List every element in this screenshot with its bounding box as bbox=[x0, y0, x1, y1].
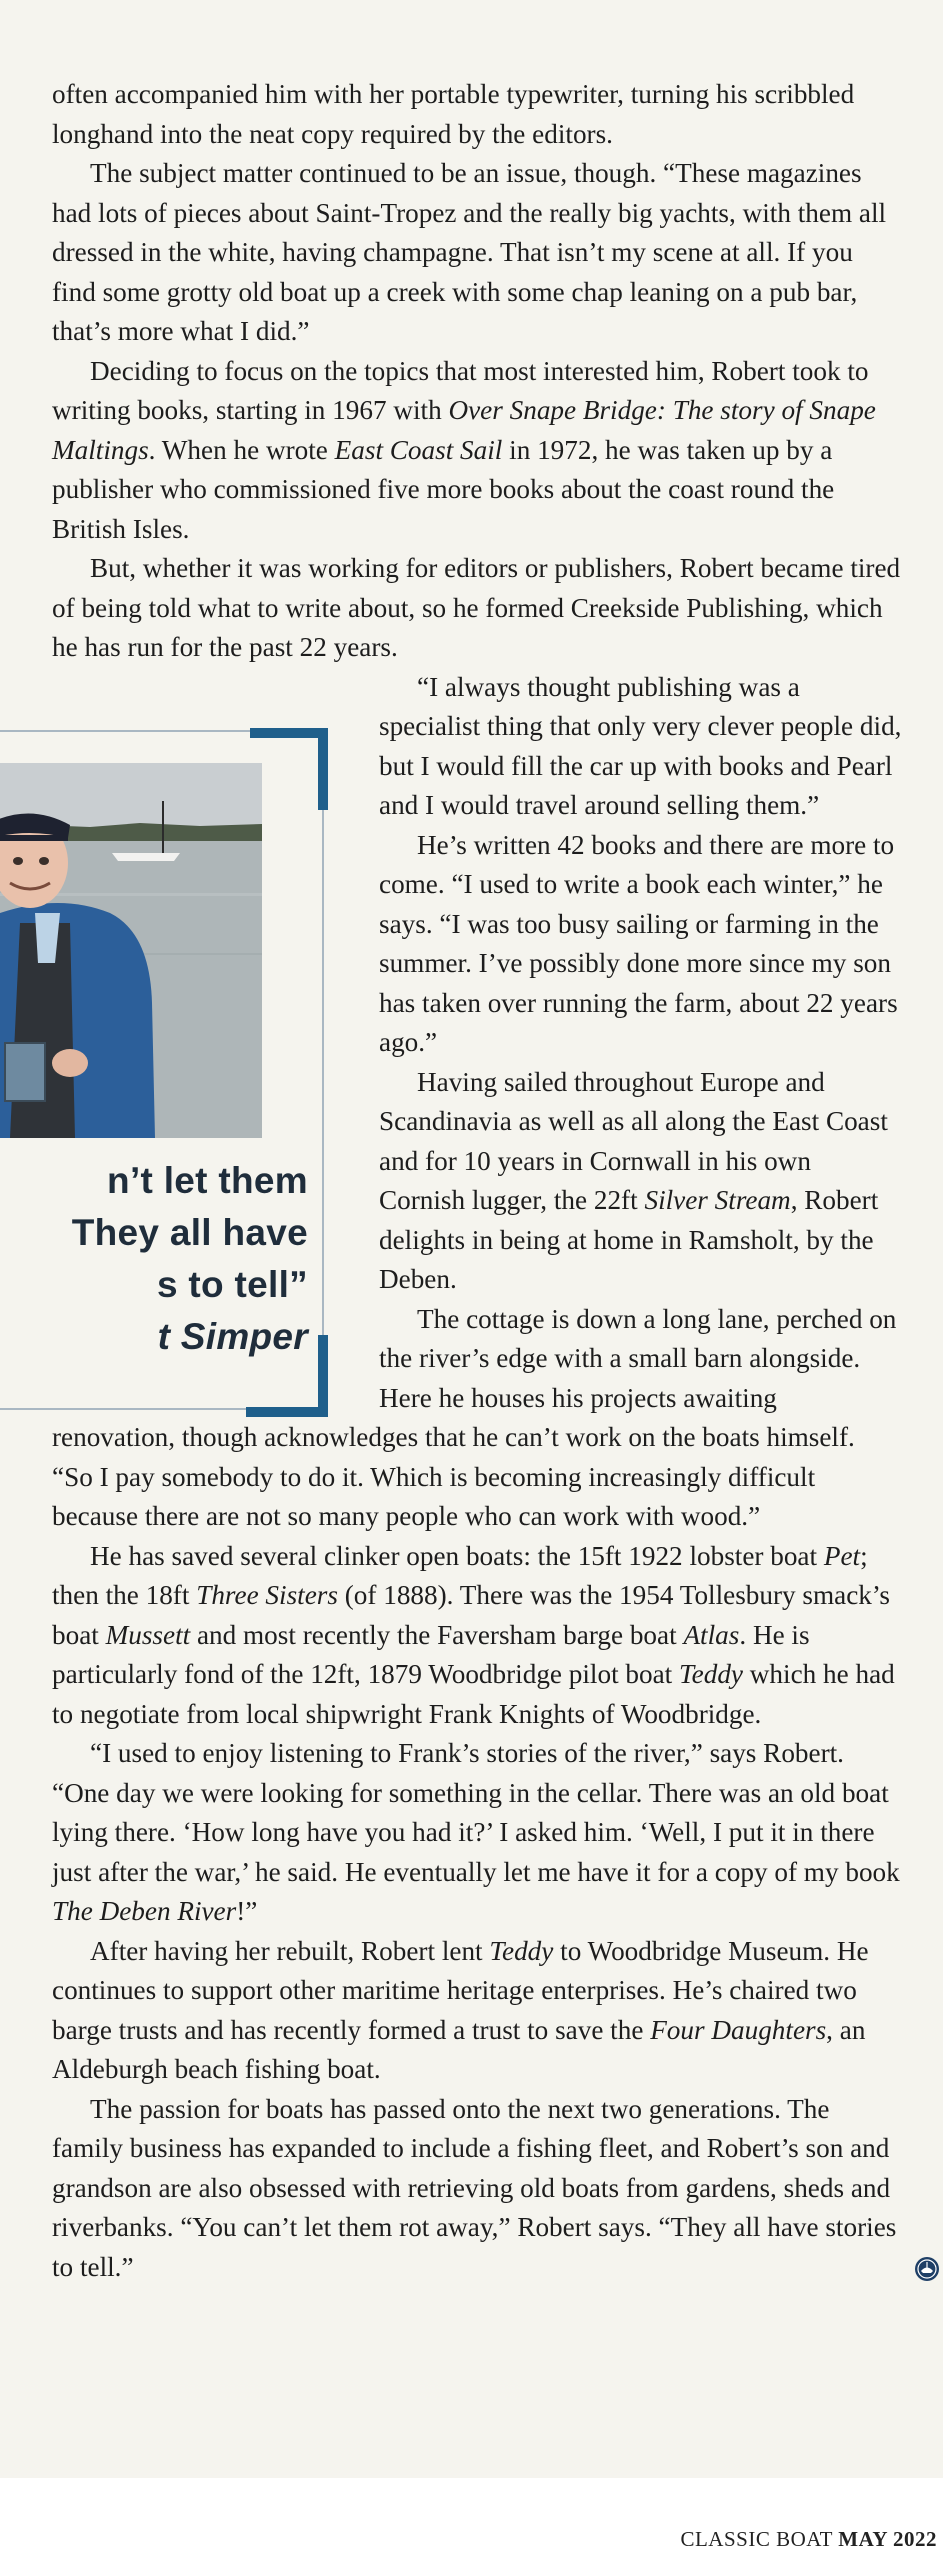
paragraph-text: The passion for boats has passed onto the next two generations. The family business has expanded to include a fishing fleet, and Robert’s son and grandson are also obsessed with retrieving old boats from gardens, sheds and riverbanks. “You can’t let them rot away,” Robert says. “They all have stories to tell.” bbox=[52, 2093, 897, 2282]
article-paragraph bbox=[52, 2090, 902, 2288]
paragraph-text: The subject matter continued to be an issue, though. “These magazines had lots of pieces about Saint-Tropez and the really big yachts, with them all dressed in the white, having champagne. That isn’t my scene at all. If you find some grotty old boat up a creek with some chap leaning on a pub bar, that’s more what I did.” bbox=[52, 158, 887, 346]
pull-quote-line: They all have bbox=[71, 1212, 308, 1253]
paragraph-text: !” bbox=[236, 1896, 258, 1926]
paragraph-text: in 1972, he was taken up by a publisher who commissioned five more books about the coast round the British Isles. bbox=[52, 434, 835, 544]
paragraph-text: Deciding to focus on the topics that most interested him, Robert took to writing books, starting in 1967 with bbox=[52, 355, 869, 425]
paragraph-text: to Woodbridge Museum. He continues to support other maritime heritage enterprises. He’s chaired two barge trusts and has recently formed a trust to save the bbox=[52, 1935, 869, 2045]
footer-issue-date: MAY 2022 bbox=[838, 2527, 937, 2551]
article-paragraph bbox=[52, 154, 902, 352]
italic-title: Silver Stream bbox=[644, 1185, 791, 1215]
paragraph-text: (of 1888). There was the 1954 Tollesbury smack’s boat bbox=[52, 1580, 891, 1650]
paragraph-text: But, whether it was working for editors or publishers, Robert became tired of being told what to write about, so he formed Creekside Publishing, which he has run for the past 22 years. bbox=[52, 553, 901, 662]
paragraph-text: The cottage is down a long lane, perched on the river’s edge with a small barn alongside. Here he houses his projects awaiting renovation, though acknowledges that he can’t work on the boats himself. “So I pay somebody to do it. Which is becoming increasingly difficult because there are not so many people who can work with wood.” bbox=[52, 1303, 897, 1531]
footer-magazine-name: CLASSIC BOAT bbox=[680, 2527, 833, 2551]
paragraph-text: “I used to enjoy listening to Frank’s stories of the river,” says Robert. “One day we were looking for something in the cellar. There was an old boat lying there. ‘How long have you had it?’ I asked him. ‘Well, I put it in there just after the war,’ he said. He eventually let me have it for a copy of my book bbox=[52, 1738, 900, 1887]
paragraph-text: ; then the 18ft bbox=[52, 1540, 868, 1610]
paragraph-text: , an Aldeburgh beach fishing boat. bbox=[52, 2014, 866, 2084]
page-footer bbox=[680, 2527, 937, 2552]
paragraph-text: which he had to negotiate from local shipwright Frank Knights of Woodbridge. bbox=[52, 1659, 895, 1729]
article-paragraph bbox=[52, 352, 902, 550]
italic-title: Teddy bbox=[489, 1935, 554, 1966]
article-paragraph bbox=[52, 1932, 902, 2090]
paragraph-text: “I always thought publishing was a specialist thing that only very clever people did, but I would fill the car up with books and Pearl and I would travel around selling them.” bbox=[379, 671, 902, 820]
italic-title: Atlas bbox=[683, 1619, 740, 1650]
paragraph-text: often accompanied him with her portable typewriter, turning his scribbled longhand into the neat copy required by the editors. bbox=[52, 79, 855, 149]
paragraph-text: He’s written 42 books and there are more to come. “I used to write a book each winter,” he says. “I was too busy sailing or farming in the summer. I’ve possibly done more since my son has taken over running the farm, about 22 years ago.” bbox=[379, 829, 898, 1057]
pull-quote bbox=[0, 1155, 308, 1363]
italic-title: Four Daughters bbox=[650, 2014, 827, 2045]
paragraph-text: After having her rebuilt, Robert lent bbox=[90, 1935, 490, 1966]
italic-title: East Coast Sail bbox=[334, 434, 503, 465]
italic-title: The Deben River bbox=[52, 1896, 237, 1926]
pull-quote-attribution: t Simper bbox=[157, 1316, 308, 1357]
paragraph-text: , Robert delights in being at home in Ramsholt, by the Deben. bbox=[379, 1185, 879, 1294]
article-paragraph bbox=[52, 1734, 902, 1932]
end-mark-icon bbox=[876, 2254, 902, 2280]
paragraph-text: and most recently the Faversham barge boat bbox=[190, 1619, 684, 1650]
italic-title: Over Snape Bridge: The story of Snape Maltings bbox=[52, 395, 876, 465]
pull-quote-line: n’t let them bbox=[107, 1160, 308, 1201]
paragraph-text: Having sailed throughout Europe and Scandinavia as well as all along the East Coast and for 10 years in Cornwall in his own Cornish lugger, the 22ft bbox=[379, 1066, 888, 1215]
italic-title: Teddy bbox=[679, 1659, 743, 1689]
paragraph-text: . When he wrote bbox=[148, 434, 335, 465]
article-paragraph bbox=[52, 549, 902, 668]
italic-title: Three Sisters bbox=[196, 1580, 338, 1610]
italic-title: Mussett bbox=[105, 1619, 191, 1650]
pull-quote-line: s to tell” bbox=[156, 1264, 308, 1305]
article-paragraph bbox=[52, 1537, 902, 1735]
paragraph-text: . He is particularly fond of the 12ft, 1879 Woodbridge pilot boat bbox=[52, 1619, 810, 1689]
italic-title: Pet bbox=[823, 1540, 861, 1571]
robert-simper-photo bbox=[0, 763, 262, 1138]
paragraph-text: He has saved several clinker open boats: the 15ft 1922 lobster boat bbox=[90, 1540, 824, 1571]
article-paragraph bbox=[52, 75, 902, 154]
